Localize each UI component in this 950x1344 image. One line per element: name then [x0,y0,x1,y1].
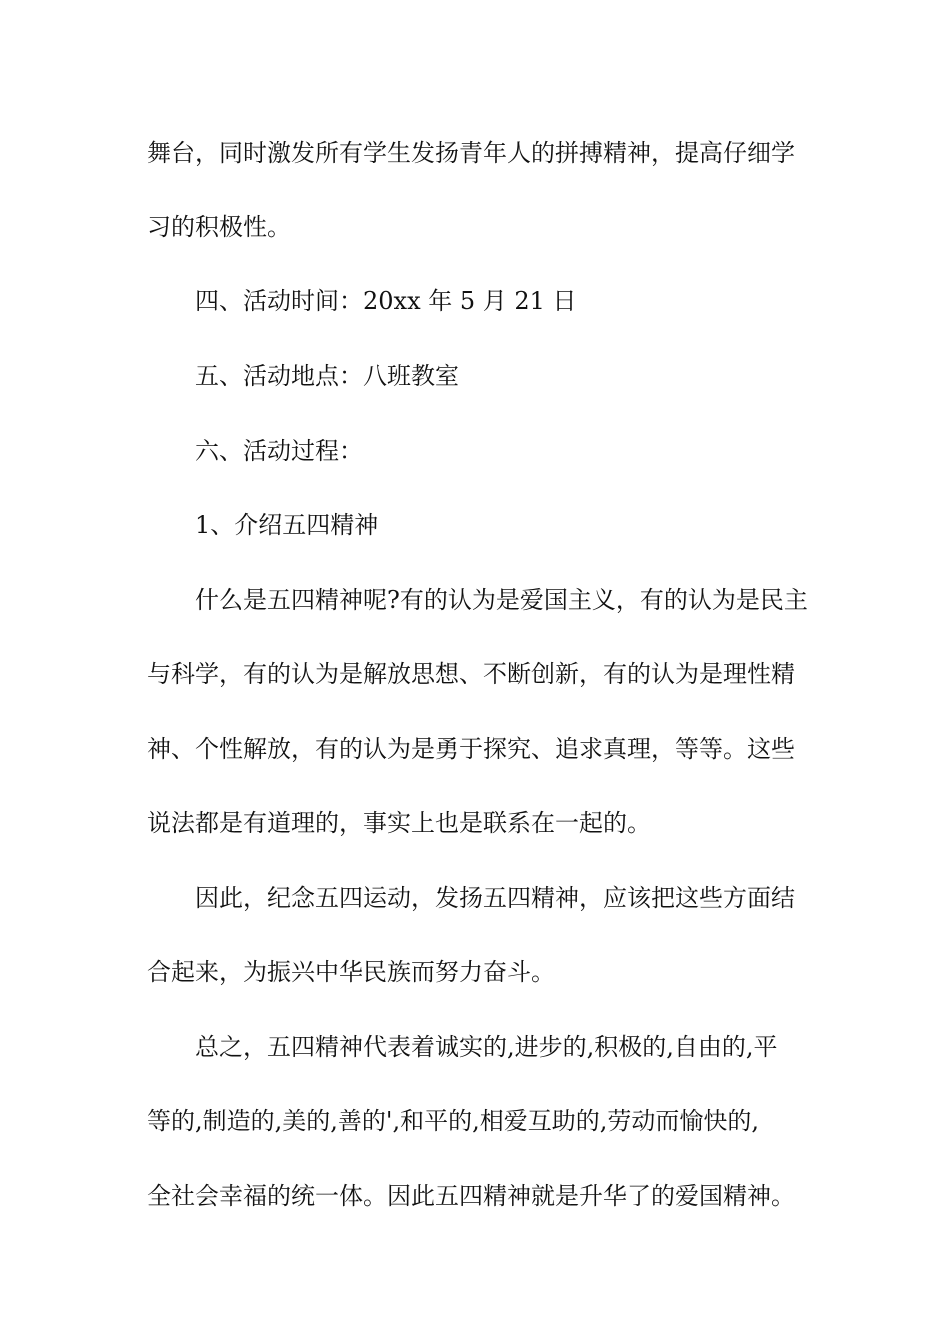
paragraph-line: 因此，纪念五四运动，发扬五四精神，应该把这些方面结 [195,884,795,912]
paragraph-line: 总之，五四精神代表着诚实的,进步的,积极的,自由的,平 [195,1033,778,1061]
paragraph-line: 什么是五四精神呢?有的认为是爱国主义，有的认为是民主 [195,586,808,614]
paragraph-line: 神、个性解放，有的认为是勇于探究、追求真理，等等。这些 [147,735,795,763]
paragraph-line: 舞台，同时激发所有学生发扬青年人的拼搏精神，提高仔细学 [147,139,795,167]
paragraph-line: 合起来，为振兴中华民族而努力奋斗。 [147,958,555,986]
paragraph-line: 习的积极性。 [147,213,291,241]
paragraph-line: 说法都是有道理的，事实上也是联系在一起的。 [147,809,651,837]
paragraph-line: 等的,制造的,美的,善的',和平的,相爱互助的,劳动而愉快的, [147,1107,759,1135]
paragraph-line: 全社会幸福的统一体。因此五四精神就是升华了的爱国精神。 [147,1182,795,1210]
activity-time-line: 四、活动时间：20xx 年 5 月 21 日 [195,287,577,315]
paragraph-line: 与科学，有的认为是解放思想、不断创新，有的认为是理性精 [147,660,795,688]
activity-process-heading: 六、活动过程： [195,437,363,465]
activity-location-line: 五、活动地点：八班教室 [195,362,459,390]
subheading-intro-spirit: 1、介绍五四精神 [195,511,379,539]
